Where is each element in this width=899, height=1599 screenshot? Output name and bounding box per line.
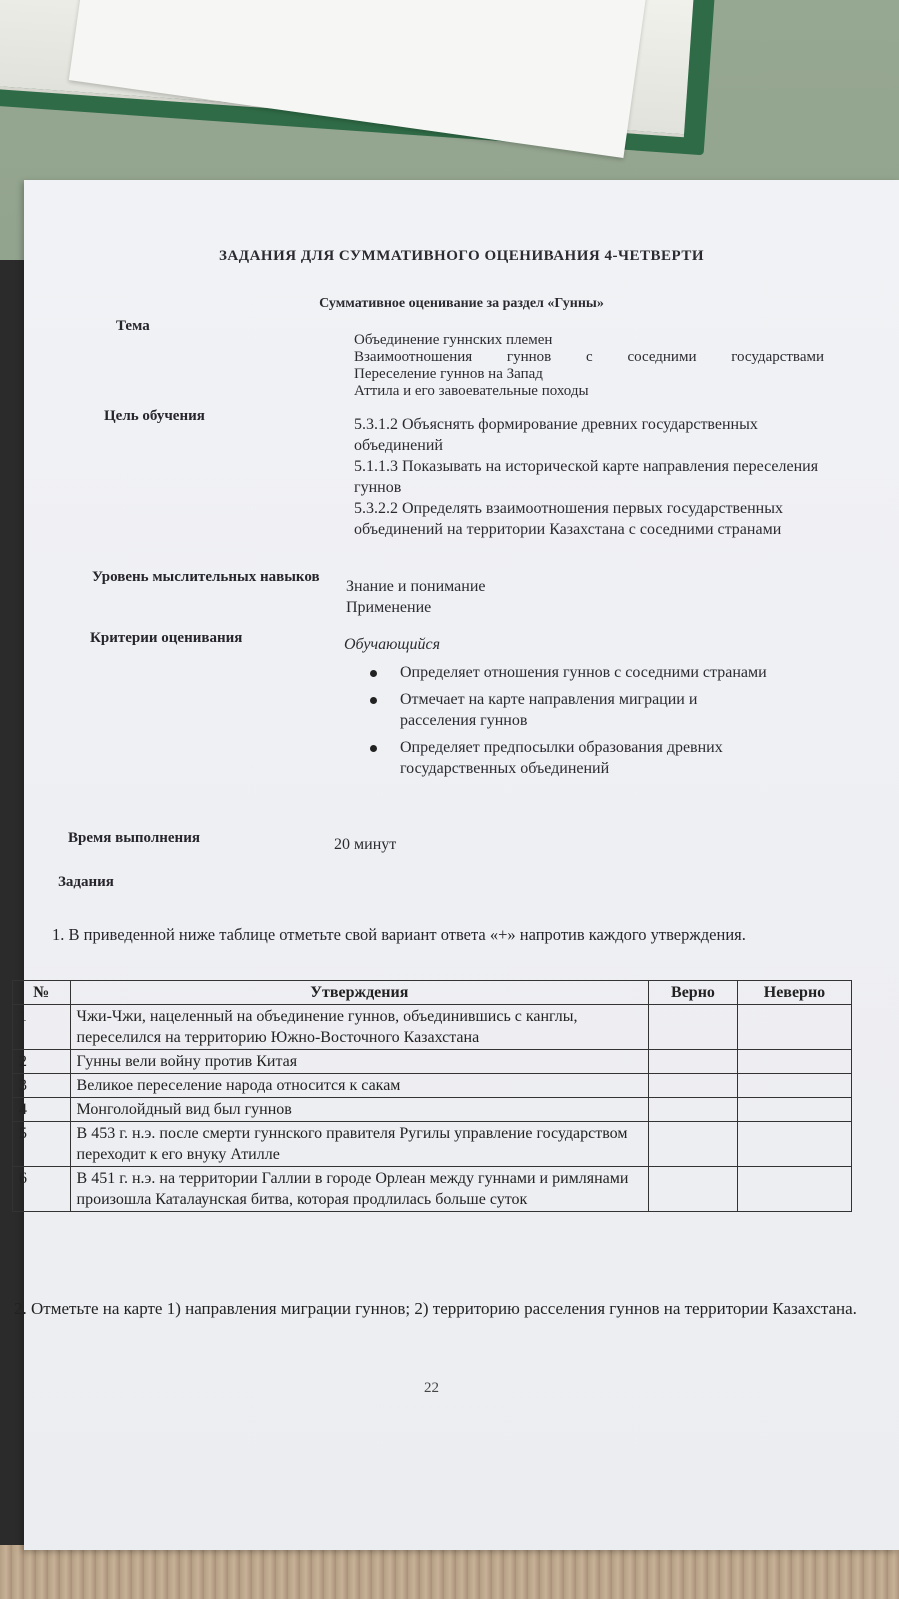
answer-true-cell[interactable] (649, 1167, 738, 1212)
topic-item: Переселение гуннов на Запад (354, 366, 543, 382)
bullet-icon (370, 745, 377, 752)
table-row (13, 1050, 852, 1074)
table-row (13, 1098, 852, 1122)
skills-item: Применение (346, 599, 432, 616)
topic-item: Взаимоотношения гуннов с соседними государствами (354, 349, 824, 365)
time-value: 20 минут (334, 836, 397, 853)
col-header-number: № (13, 981, 71, 1005)
row-number: 1 (13, 1005, 71, 1050)
answer-false-cell[interactable] (737, 1098, 851, 1122)
answer-false-cell[interactable] (737, 1005, 851, 1050)
criteria-list (370, 662, 770, 785)
answer-true-cell[interactable] (649, 1098, 738, 1122)
page-number: 22 (424, 1380, 439, 1396)
table-header-row (13, 981, 852, 1005)
answer-false-cell[interactable] (737, 1050, 851, 1074)
answer-true-cell[interactable] (649, 1122, 738, 1167)
topic-item: Аттила и его завоевательные походы (354, 383, 589, 399)
goal-item: 5.3.1.2 Объяснять формирование древних государственных объединений (354, 416, 758, 454)
table-row (13, 1074, 852, 1098)
row-statement: Чжи-Чжи, нацеленный на объединение гуннов, объединившись с канглы, переселился на территорию Южно-Восточного Казахстана (70, 1005, 649, 1050)
task-1-text: 1. В приведенной ниже таблице отметьте свой вариант ответа «+» напротив каждого утверждения. (52, 925, 746, 944)
goal-item: 5.1.1.3 Показывать на исторической карте направления переселения гуннов (354, 458, 819, 496)
document-title: ЗАДАНИЯ ДЛЯ СУММАТИВНОГО ОЦЕНИВАНИЯ 4-ЧЕТВЕРТИ (219, 248, 704, 264)
table-row (13, 1122, 852, 1167)
row-number: 4 (13, 1098, 71, 1122)
table-row (13, 1167, 852, 1212)
topic-label: Тема (116, 318, 150, 334)
col-header-false: Неверно (737, 981, 851, 1005)
bullet-icon (370, 670, 377, 677)
row-number: 5 (13, 1122, 71, 1167)
criteria-item: Определяет отношения гуннов с соседними странами (370, 662, 770, 683)
answer-false-cell[interactable] (737, 1074, 851, 1098)
answer-false-cell[interactable] (737, 1122, 851, 1167)
worksheet-page (14, 180, 899, 1550)
goal-label: Цель обучения (104, 408, 205, 424)
tasks-heading: Задания (58, 874, 114, 890)
goal-item: 5.3.2.2 Определять взаимоотношения первых государственных объединений на территории Казахстана с соседними странами (354, 500, 783, 538)
statements-table (12, 980, 852, 1212)
row-number: 3 (13, 1074, 71, 1098)
row-statement: В 451 г. н.э. на территории Галлии в городе Орлеан между гуннами и римлянами произошла Каталаунская битва, которая продлилась больше суток (70, 1167, 649, 1212)
row-number: 2 (13, 1050, 71, 1074)
row-statement: Монголойдный вид был гуннов (70, 1098, 649, 1122)
answer-true-cell[interactable] (649, 1050, 738, 1074)
task-2-text: 2. Отметьте на карте 1) направления миграции гуннов; 2) территорию расселения гуннов на территории Казахстана. (14, 1299, 857, 1318)
criteria-item: Отмечает на карте направления миграции и расселения гуннов (370, 689, 770, 731)
answer-false-cell[interactable] (737, 1167, 851, 1212)
skills-list (346, 576, 746, 618)
wooden-surface (0, 1545, 899, 1599)
criteria-intro: Обучающийся (344, 636, 441, 653)
goal-list (354, 414, 824, 540)
topic-list (354, 332, 824, 400)
time-label: Время выполнения (68, 830, 200, 846)
col-header-true: Верно (649, 981, 738, 1005)
row-statement: Великое переселение народа относится к сакам (70, 1074, 649, 1098)
col-header-statements: Утверждения (70, 981, 649, 1005)
topic-item: Объединение гуннских племен (354, 332, 553, 348)
answer-true-cell[interactable] (649, 1005, 738, 1050)
answer-true-cell[interactable] (649, 1074, 738, 1098)
bullet-icon (370, 697, 377, 704)
document-subtitle: Суммативное оценивание за раздел «Гунны» (319, 296, 604, 311)
skills-label: Уровень мыслительных навыков (92, 569, 320, 585)
table-row (13, 1005, 852, 1050)
criteria-label: Критерии оценивания (90, 630, 243, 646)
criteria-item: Определяет предпосылки образования древних государственных объединений (370, 737, 770, 779)
row-statement: В 453 г. н.э. после смерти гуннского правителя Ругилы управление государством переходит к его внуку Атилле (70, 1122, 649, 1167)
skills-item: Знание и понимание (346, 578, 486, 595)
row-number: 6 (13, 1167, 71, 1212)
row-statement: Гунны вели войну против Китая (70, 1050, 649, 1074)
